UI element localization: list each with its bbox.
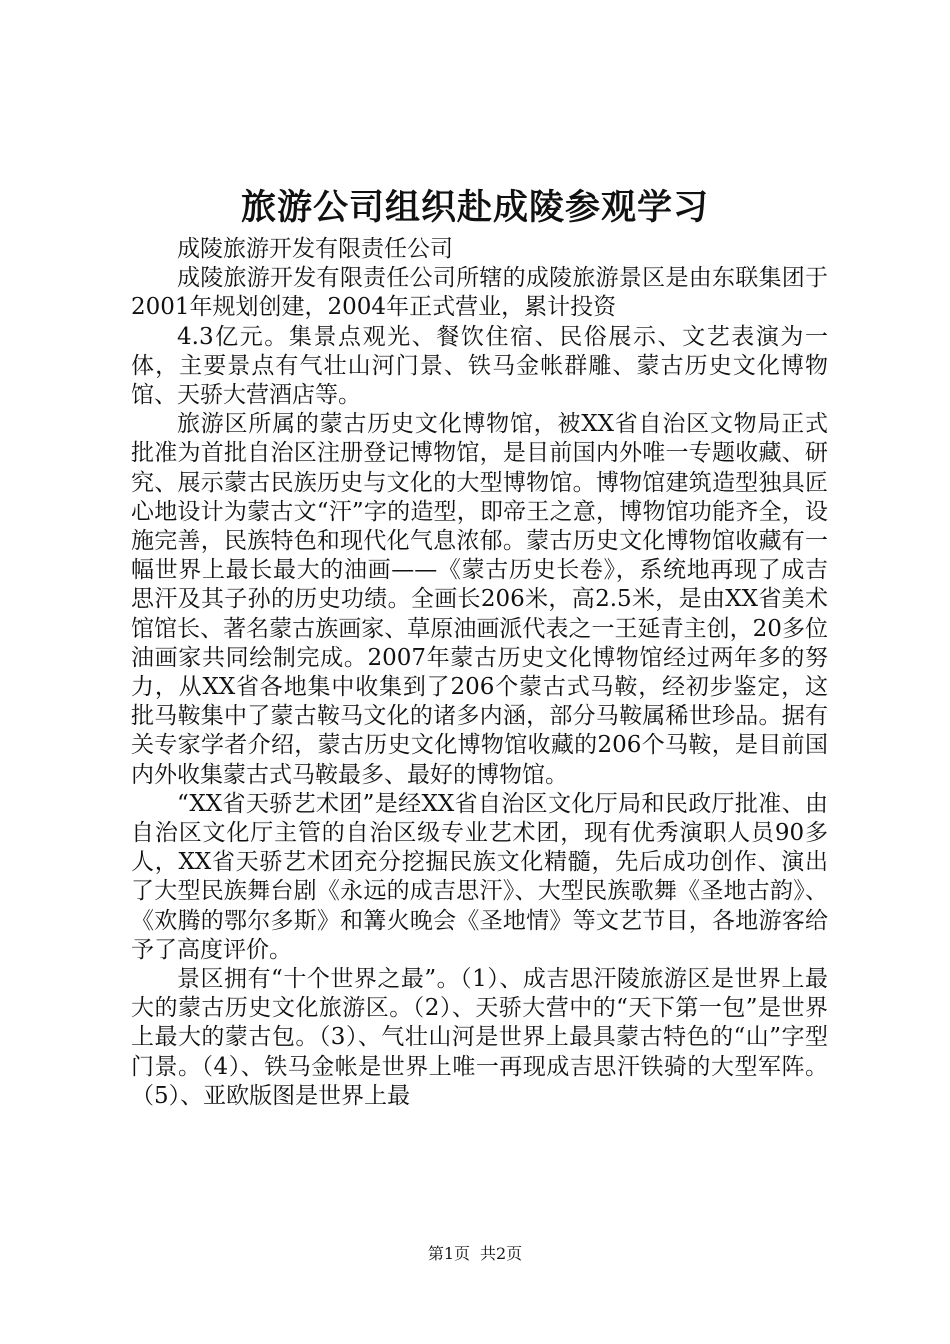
page-number: 第1页 <box>427 1244 470 1263</box>
paragraph-museum: 旅游区所属的蒙古历史文化博物馆，被XX省自治区文物局正式批准为首批自治区注册登记博物馆，是目前国内外唯一专题收藏、研究、展示蒙古民族历史与文化的大型博物馆。博物馆建筑造型独具匠心地设计为蒙古文“汗”字的造型，即帝王之意，博物馆功能齐全，设施完善，民族特色和现代化气息浓郁。蒙古历史文化博物馆收藏有一幅世界上最长最大的油画——《蒙古历史长卷》，系统地再现了成吉思汗及其子孙的历史功绩。全画长206米，高2.5米，是由XX省美术馆馆长、著名蒙古族画家、草原油画派代表之一王延青主创，20多位油画家共同绘制完成。2007年蒙古历史文化博物馆经过两年多的努力，从XX省各地集中收集到了206个蒙古式马鞍，经初步鉴定，这批马鞍集中了蒙古鞍马文化的诸多内涵，部分马鞍属稀世珍品。据有关专家学者介绍，蒙古历史文化博物馆收藏的206个马鞍，是目前国内外收集蒙古式马鞍最多、最好的博物馆。 <box>131 411 828 788</box>
page-footer <box>0 1244 950 1264</box>
paragraph-intro: 成陵旅游开发有限责任公司所辖的成陵旅游景区是由东联集团于2001年规划创建，2004年正式营业，累计投资 <box>131 265 828 321</box>
paragraph-company: 成陵旅游开发有限责任公司 <box>177 236 453 262</box>
document-body <box>131 235 828 1111</box>
page-total: 共2页 <box>480 1244 523 1263</box>
paragraph-art-troupe: “XX省天骄艺术团”是经XX省自治区文化厅局和民政厅批准、由自治区文化厅主管的自治区级专业艺术团，现有优秀演职人员90多人，XX省天骄艺术团充分挖掘民族文化精髓，先后成功创作、演出了大型民族舞台剧《永远的成吉思汗》、大型民族歌舞《圣地古韵》、《欢腾的鄂尔多斯》和篝火晚会《圣地情》等文艺节目，各地游客给予了高度评价。 <box>131 790 828 963</box>
paragraph-world-records: 景区拥有“十个世界之最”。（1）、成吉思汗陵旅游区是世界上最大的蒙古历史文化旅游区。（2）、天骄大营中的“天下第一包”是世界上最大的蒙古包。（3）、气壮山河是世界上最具蒙古特色的“山”字型门景。（4）、铁马金帐是世界上唯一再现成吉思汗铁骑的大型军阵。（5）、亚欧版图是世界上最 <box>131 966 828 1109</box>
document-title: 旅游公司组织赴成陵参观学习 <box>240 187 709 228</box>
paragraph-investment: 4.3亿元。集景点观光、餐饮住宿、民俗展示、文艺表演为一体，主要景点有气壮山河门景、铁马金帐群雕、蒙古历史文化博物馆、天骄大营酒店等。 <box>131 323 828 409</box>
